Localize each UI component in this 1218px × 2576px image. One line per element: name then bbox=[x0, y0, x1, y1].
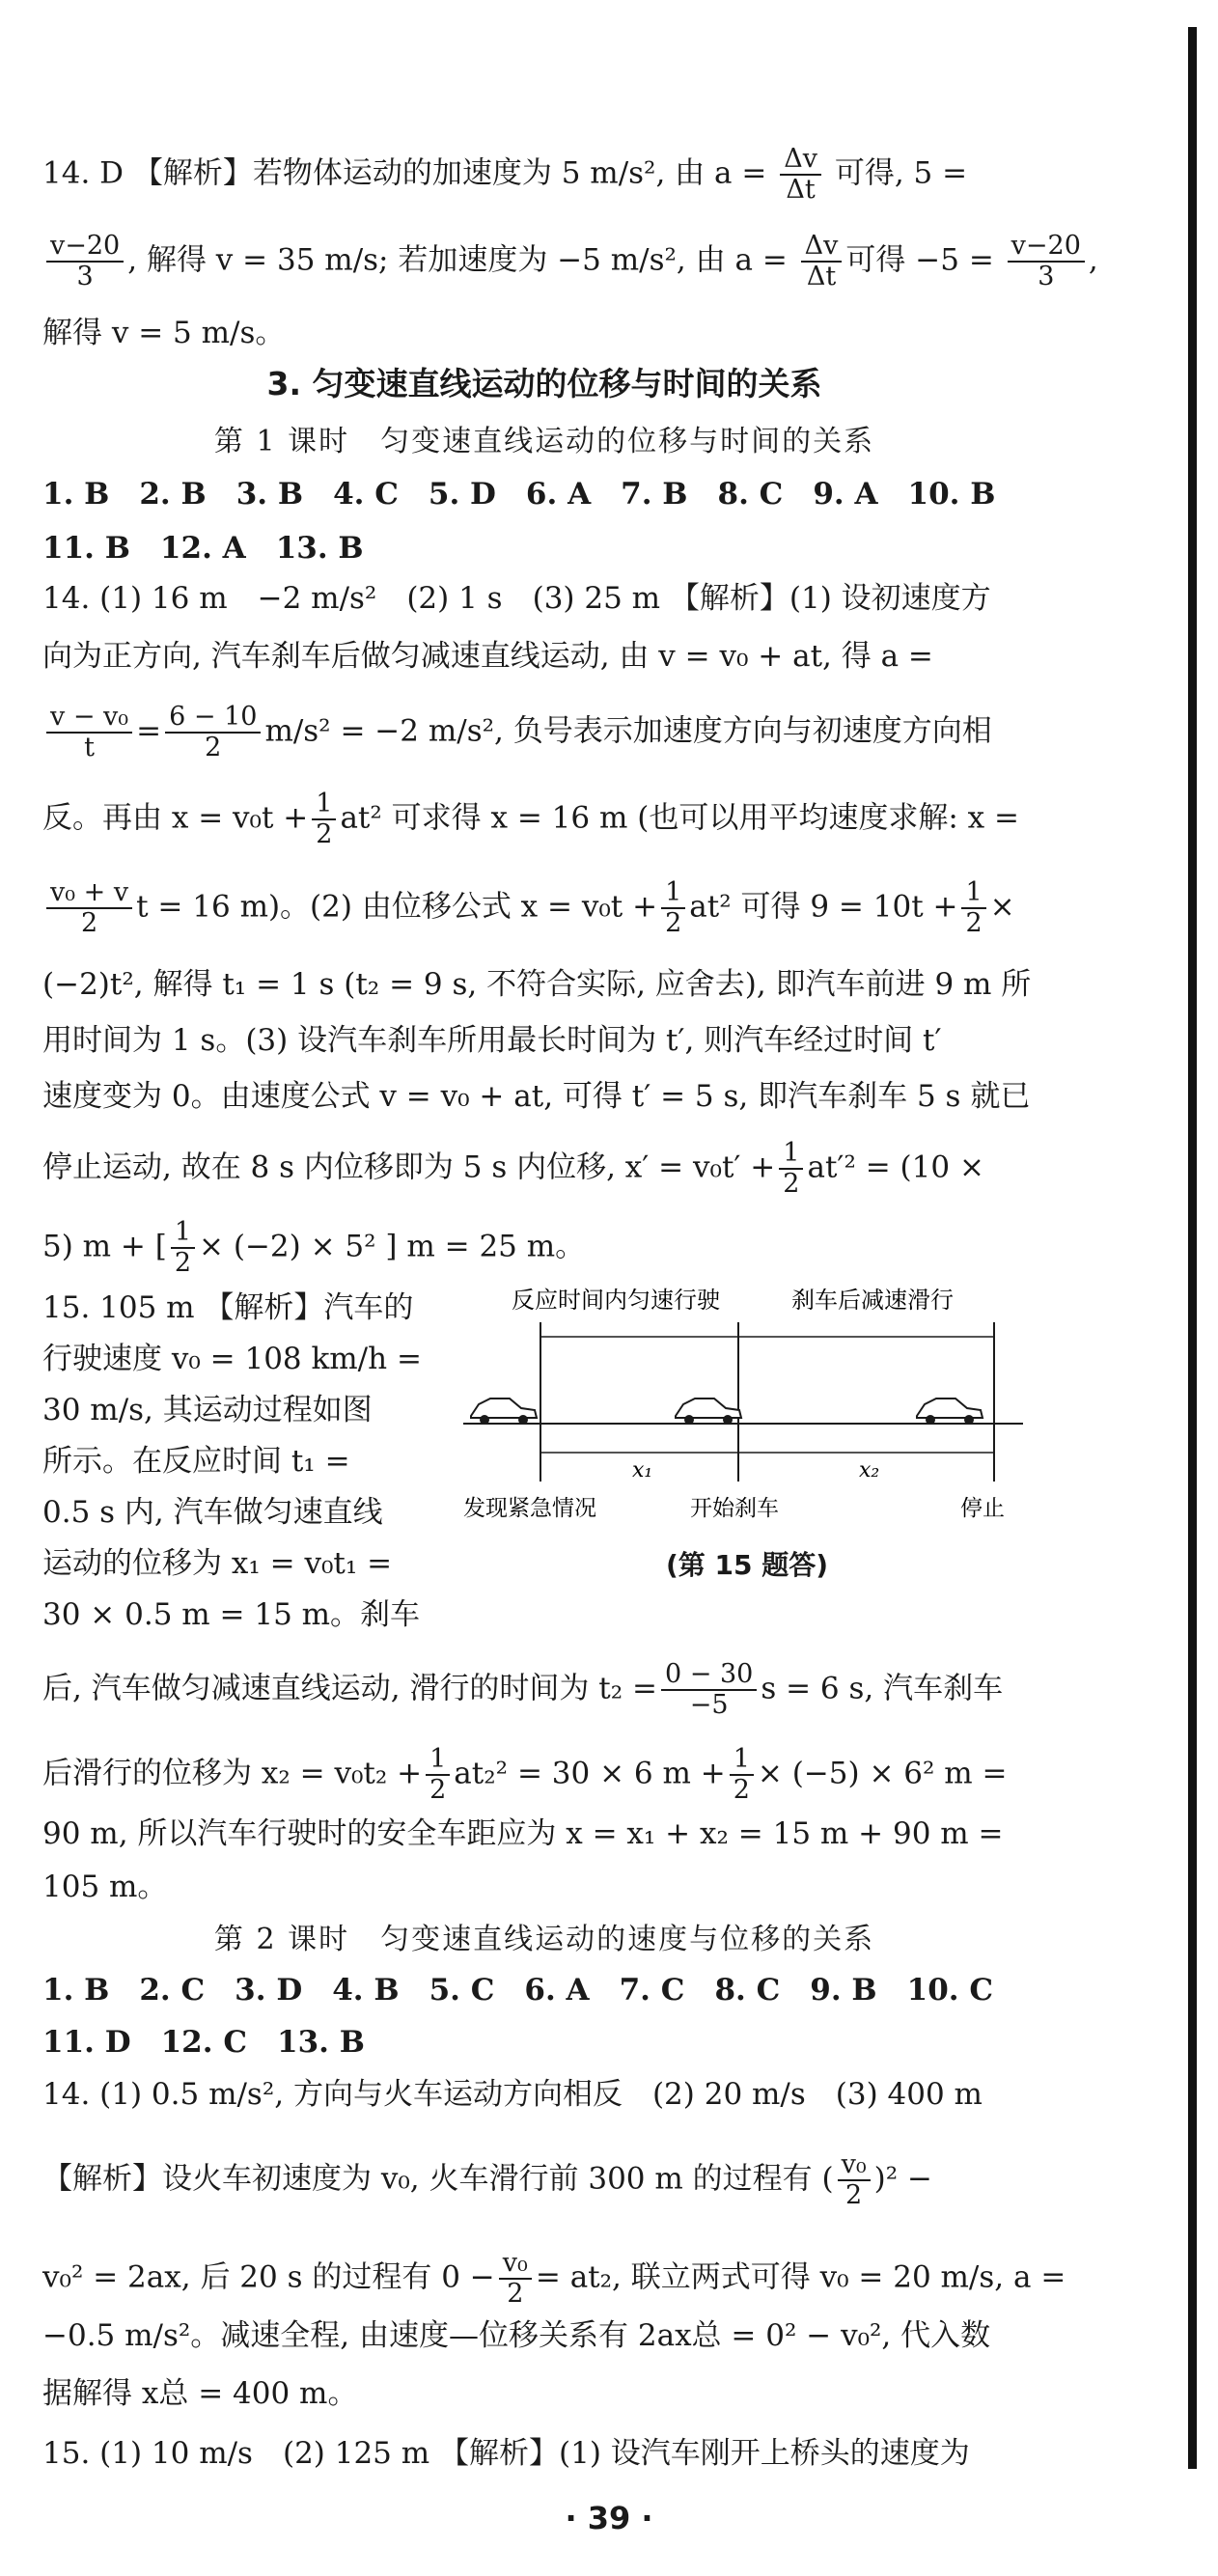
answers1-row1: 1. B 2. B 3. B 4. C 5. D 6. A 7. B 8. C 9. A 10. B bbox=[42, 477, 996, 512]
q14-top-line1: 14. D 【解析】若物体运动的加速度为 5 m/s², 由 a = $\frac{\Delta v}{\Delta t}$ 可得, 5 = bbox=[42, 144, 968, 205]
q15-line4: 所示。在反应时间 t₁ = bbox=[42, 1444, 350, 1479]
section-title: 3. 匀变速直线运动的位移与时间的关系 bbox=[266, 365, 822, 402]
q14-l1-line5: $\frac{\text{v₀ + v}}{2}$ t = 16 m)。(2) 由位移公式 x = v₀t + $\frac{1}{2}$ at² 可得 9 = 10t + $\frac{1}{2}$ × bbox=[42, 878, 1041, 938]
label-reaction: 反应时间内匀速行驶 bbox=[512, 1287, 720, 1314]
label-x1: x₁ bbox=[632, 1458, 653, 1482]
q14-l2-line1: 14. (1) 0.5 m/s², 方向与火车运动方向相反 (2) 20 m/s (3) 400 m bbox=[42, 2077, 983, 2112]
q14-l2-line4: −0.5 m/s²。减速全程, 由速度—位移关系有 2ax总 = 0² − v₀², 代入数 bbox=[42, 2318, 991, 2353]
label-stop: 停止 bbox=[960, 1496, 1005, 1521]
q14-l1-line10: 5) m + [ $\frac{1}{2}$ × (−2) × 5² ] m = 25 m。 bbox=[42, 1217, 586, 1278]
fraction: $\frac{6 - 10}{2}$ bbox=[165, 703, 261, 762]
q14-l1-line7: 用时间为 1 s。(3) 设汽车刹车所用最长时间为 t′, 则汽车经过时间 t′ bbox=[42, 1023, 942, 1058]
lesson1-title: 第 1 课时 匀变速直线运动的位移与时间的关系 bbox=[213, 425, 875, 458]
q14-l1-line4: 反。再由 x = v₀t + $\frac{1}{2}$ at² 可求得 x = 16 m (也可以用平均速度求解: x = bbox=[42, 789, 1019, 849]
fraction: $\frac{0 - 30}{-5}$ bbox=[661, 1660, 757, 1720]
answers2-row1: 1. B 2. C 3. D 4. B 5. C 6. A 7. C 8. C 9. B 10. C bbox=[42, 1973, 994, 2008]
fraction: $\frac{v-20}{3}$ bbox=[1008, 232, 1085, 291]
q15-line9: 后滑行的位移为 x₂ = v₀t₂ + $\frac{1}{2}$ at₂² = 30 × 6 m + $\frac{1}{2}$ × (−5) × 6² m = bbox=[42, 1744, 1008, 1805]
q14-top-line2: $\frac{v-20}{3}$ , 解得 v = 35 m/s; 若加速度为 −5 m/s², 由 a = $\frac{\Delta v}{\Delta t}$ 可得 −5 = $\frac{v-20}{3}$ , bbox=[42, 232, 1041, 291]
q15-line8: 后, 汽车做匀减速直线运动, 滑行的时间为 t₂ = $\frac{0 - 30}{-5}$ s = 6 s, 汽车刹车 bbox=[42, 1659, 1004, 1720]
label-braking: 刹车后减速滑行 bbox=[791, 1287, 954, 1314]
q15-line11: 105 m。 bbox=[42, 1870, 168, 1904]
car-icon bbox=[471, 1399, 537, 1425]
label-x2: x₂ bbox=[859, 1458, 880, 1482]
answers2-row2: 11. D 12. C 13. B bbox=[42, 2025, 365, 2060]
fraction: $\frac{v-20}{3}$ bbox=[46, 232, 124, 291]
q15-motion-diagram bbox=[463, 1279, 1042, 1568]
q15-line2: 行驶速度 v₀ = 108 km/h = bbox=[42, 1342, 422, 1376]
q14-l1-line1: 14. (1) 16 m −2 m/s² (2) 1 s (3) 25 m 【解析】(1) 设初速度方 bbox=[42, 581, 991, 616]
fraction: $\frac{1}{2}$ bbox=[730, 1745, 754, 1805]
fraction: $\frac{\text{v − v₀}}{t}$ bbox=[46, 703, 132, 762]
q14-top-line3: 解得 v = 5 m/s。 bbox=[42, 316, 286, 350]
fraction: $\frac{1}{2}$ bbox=[426, 1745, 450, 1805]
q15-line5: 0.5 s 内, 汽车做匀速直线 bbox=[42, 1495, 383, 1530]
lesson2-title: 第 2 课时 匀变速直线运动的速度与位移的关系 bbox=[213, 1923, 875, 1956]
q15-l2-line1: 15. (1) 10 m/s (2) 125 m 【解析】(1) 设汽车刚开上桥头的速度为 bbox=[42, 2436, 970, 2471]
fraction: $\frac{1}{2}$ bbox=[171, 1218, 195, 1278]
fraction: $\frac{1}{2}$ bbox=[779, 1139, 803, 1199]
label-start-brake: 开始刹车 bbox=[690, 1496, 779, 1521]
fraction: $\frac{1}{2}$ bbox=[661, 878, 685, 938]
q14-l2-line3: v₀² = 2ax, 后 20 s 的过程有 0 − $\frac{\text{v₀}}{2}$ = at₂, 联立两式可得 v₀ = 20 m/s, a = bbox=[42, 2248, 1066, 2309]
q15-line7: 30 × 0.5 m = 15 m。刹车 bbox=[42, 1597, 421, 1632]
q14-l1-line6: (−2)t², 解得 t₁ = 1 s (t₂ = 9 s, 不符合实际, 应舍去), 即汽车前进 9 m 所 bbox=[42, 967, 1032, 1002]
q15-line6: 运动的位移为 x₁ = v₀t₁ = bbox=[42, 1546, 393, 1581]
figure-caption: (第 15 题答) bbox=[666, 1549, 829, 1581]
q15-line1: 15. 105 m 【解析】汽车的 bbox=[42, 1290, 414, 1325]
answers1-row2: 11. B 12. A 13. B bbox=[42, 531, 364, 566]
fraction: $\frac{\text{v₀}}{2}$ bbox=[499, 2249, 532, 2309]
q14-l1-line3: $\frac{\text{v − v₀}}{t}$ = $\frac{6 - 10}{2}$ m/s² = −2 m/s², 负号表示加速度方向与初速度方向相 bbox=[42, 703, 1041, 762]
fraction: $\frac{\text{v₀}}{2}$ bbox=[838, 2150, 871, 2210]
q14-l1-line9: 停止运动, 故在 8 s 内位移即为 5 s 内位移, x′ = v₀t′ + $\frac{1}{2}$ at′² = (10 × bbox=[42, 1138, 984, 1199]
q15-line10: 90 m, 所以汽车行驶时的安全车距应为 x = x₁ + x₂ = 15 m + 90 m = bbox=[42, 1816, 1004, 1851]
fraction: $\frac{1}{2}$ bbox=[961, 878, 985, 938]
q14-l1-line2: 向为正方向, 汽车刹车后做匀减速直线运动, 由 v = v₀ + at, 得 a = bbox=[42, 639, 933, 674]
fraction: $\frac{1}{2}$ bbox=[312, 789, 336, 849]
label-discover: 发现紧急情况 bbox=[463, 1496, 596, 1521]
fraction: $\frac{\Delta v}{\Delta t}$ bbox=[801, 232, 843, 291]
fraction: $\frac{\Delta v}{\Delta t}$ bbox=[780, 145, 821, 205]
fraction: $\frac{\text{v₀ + v}}{2}$ bbox=[46, 878, 132, 938]
car-icon bbox=[917, 1399, 983, 1425]
page-number: · 39 · bbox=[565, 2500, 653, 2536]
q14-l1-line8: 速度变为 0。由速度公式 v = v₀ + at, 可得 t′ = 5 s, 即汽车刹车 5 s 就已 bbox=[42, 1079, 1031, 1114]
q14-l2-line5: 据解得 x总 = 400 m。 bbox=[42, 2376, 358, 2411]
q14-l2-line2: 【解析】设火车初速度为 v₀, 火车滑行前 300 m 的过程有 ( $\frac{\text{v₀}}{2}$ )² − bbox=[42, 2149, 933, 2210]
q15-line3: 30 m/s, 其运动过程如图 bbox=[42, 1393, 373, 1427]
car-icon bbox=[676, 1399, 741, 1425]
page-edge-bar bbox=[1188, 27, 1197, 2469]
